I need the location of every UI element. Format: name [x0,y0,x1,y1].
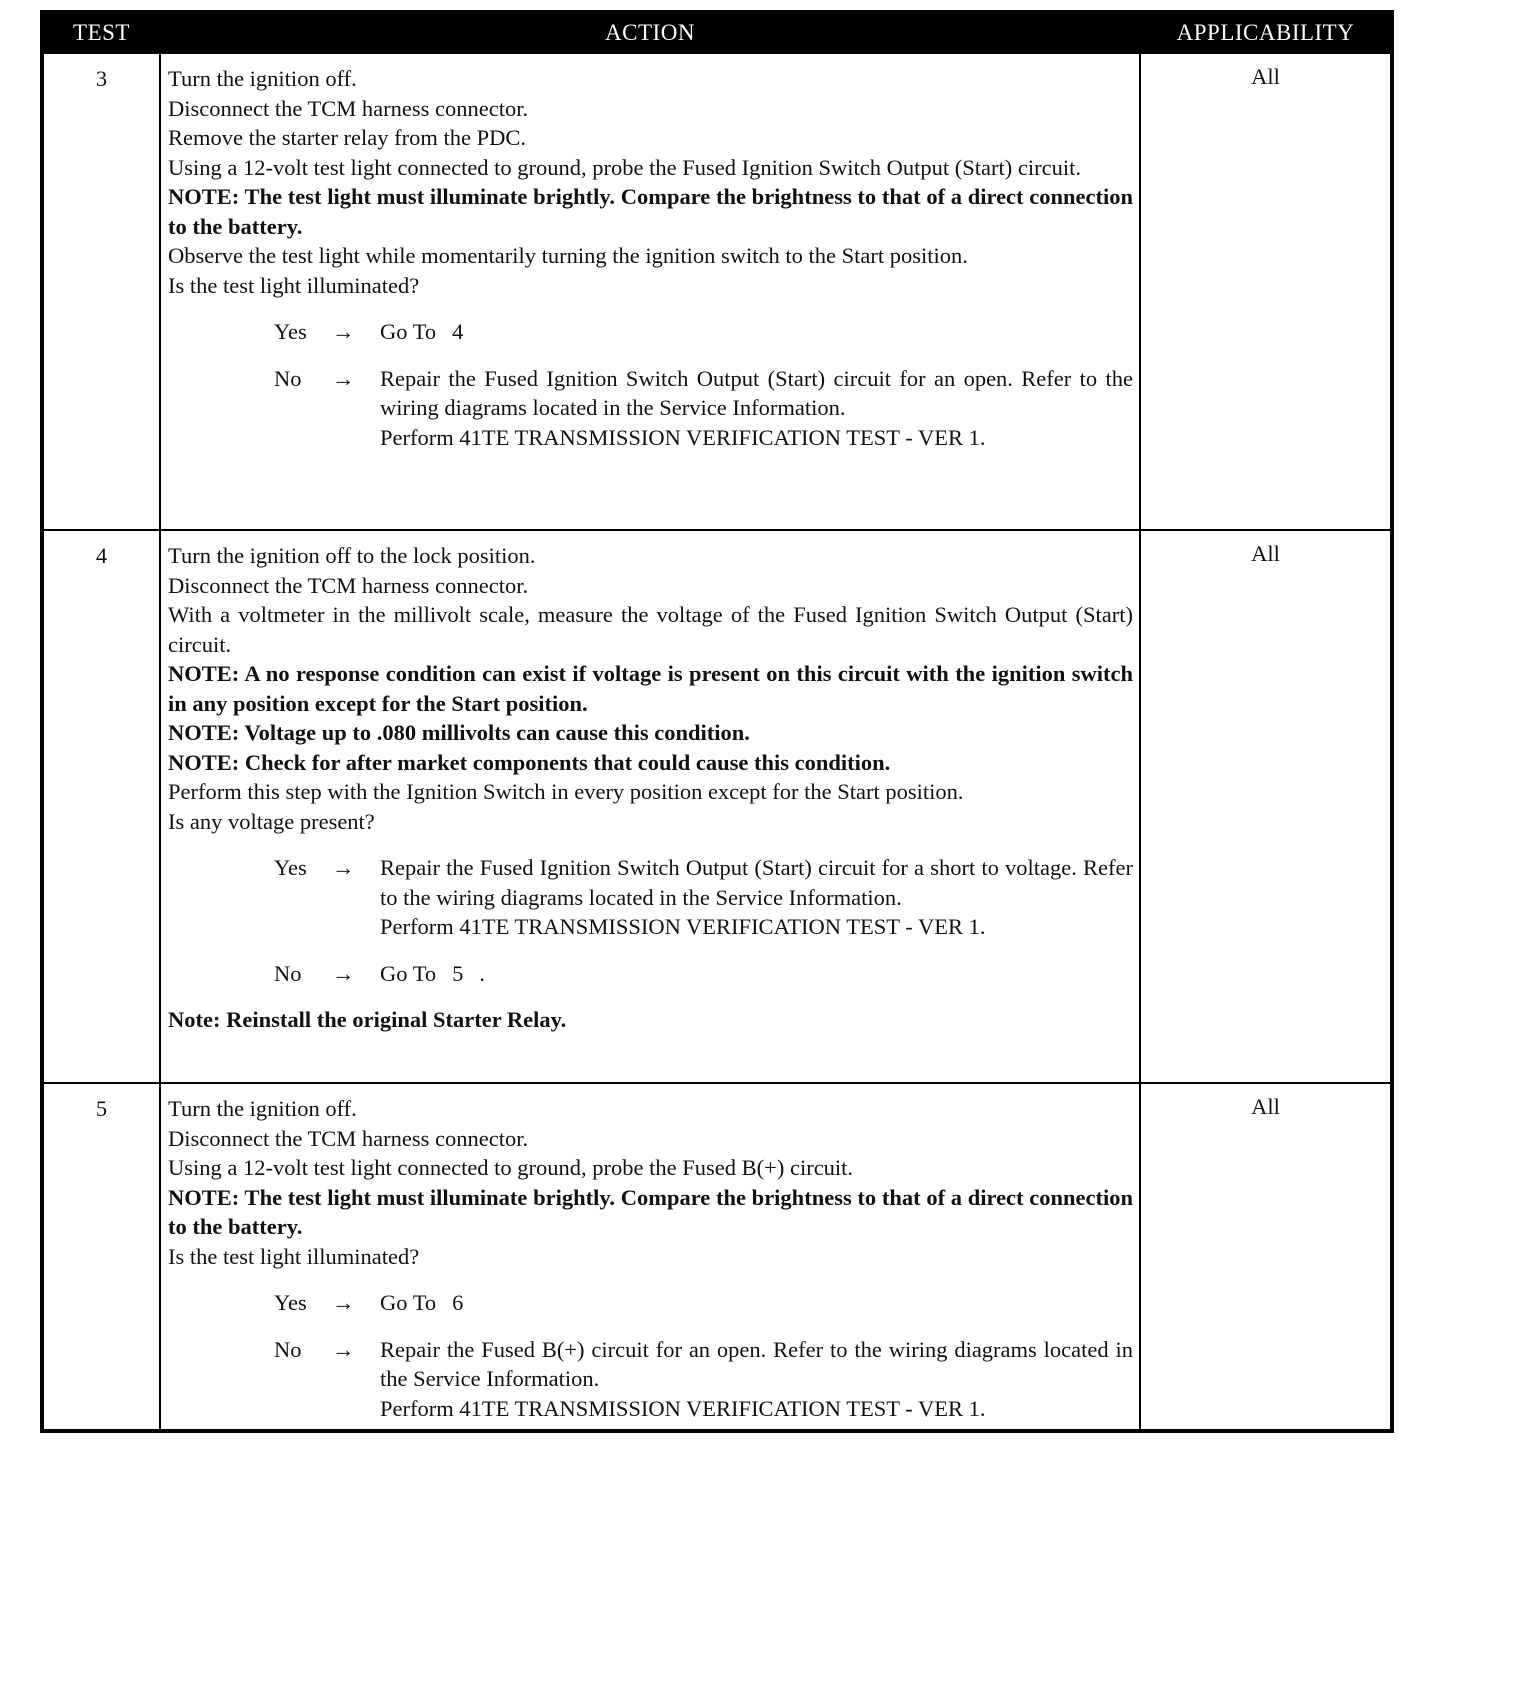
table-header [42,12,1392,53]
yes-label: Yes [274,319,307,344]
action-step: Turn the ignition off to the lock position. [168,543,536,568]
no-label: No [274,960,302,986]
right-arrow-icon: → [332,365,355,391]
verification-test-link[interactable]: Perform 41TE TRANSMISSION VERIFICATION TEST - VER 1. [380,914,986,939]
applicability-value: All [1140,53,1392,530]
branch-result [380,853,1133,942]
right-arrow-icon: → [332,855,355,880]
action-cell [160,53,1140,530]
action-note: NOTE: The test light must illuminate brightly. Compare the brightness to that of a direct connection to the battery. [168,1184,1133,1239]
right-arrow-icon: → [332,319,355,344]
yes-branch [168,317,1133,347]
action-step: Perform this step with the Ignition Switch in every position except for the Start position. [168,779,964,804]
action-cell [160,1083,1140,1431]
action-note: NOTE: Voltage up to .080 millivolts can cause this condition. [168,720,750,745]
no-branch [168,959,1133,989]
reinstall-note: Note: Reinstall the original Starter Relay. [168,1007,567,1032]
no-label: No [274,365,302,391]
action-step: Disconnect the TCM harness connector. [168,572,529,598]
action-step: Using a 12-volt test light connected to ground, probe the Fused B(+) circuit. [168,1155,854,1180]
goto-link[interactable]: 5 [452,960,464,986]
test-row-4 [42,530,1392,1083]
verification-test-link[interactable]: Perform 41TE TRANSMISSION VERIFICATION TEST - VER 1. [380,1395,986,1421]
no-branch [168,1335,1133,1424]
action-step: Turn the ignition off. [168,66,357,91]
test-number: 3 [42,53,160,530]
applicability-value: All [1140,530,1392,1083]
action-question: Is the test light illuminated? [168,272,420,298]
test-number: 4 [42,530,160,1083]
yes-branch [168,853,1133,942]
action-step: With a voltmeter in the millivolt scale, measure the voltage of the Fused Ignition Switch Output (Start) circuit. [168,602,1133,657]
branch-result [380,317,1133,347]
action-question: Is the test light illuminated? [168,1243,420,1269]
header-applicability: APPLICABILITY [1140,12,1392,53]
branch-result [380,1335,1133,1424]
diagnostic-test-table [40,10,1394,1433]
yes-label: Yes [274,1290,307,1315]
right-arrow-icon: → [332,1290,355,1315]
right-arrow-icon: → [332,1336,355,1362]
action-step: Disconnect the TCM harness connector. [168,95,529,121]
right-arrow-icon: → [332,960,355,986]
header-test: TEST [42,12,160,53]
header-row [42,12,1392,53]
action-step: Turn the ignition off. [168,1096,357,1121]
branch-result [380,959,1133,989]
goto-label: Go To [380,319,437,344]
repair-instruction: Repair the Fused B(+) circuit for an open. Refer to the wiring diagrams located in the Service Information. [380,1336,1133,1391]
action-step: Using a 12-volt test light connected to ground, probe the Fused Ignition Switch Output (Start) circuit. [168,154,1081,180]
yes-branch [168,1288,1133,1318]
trailing-mark: . [479,960,486,986]
no-label: No [274,1336,302,1362]
action-note: NOTE: The test light must illuminate brightly. Compare the brightness to that of a direct connection to the battery. [168,184,1133,239]
goto-link[interactable]: 4 [452,319,464,344]
header-action: ACTION [160,12,1140,53]
repair-instruction: Repair the Fused Ignition Switch Output (Start) circuit for a short to voltage. Refer to the wiring diagrams located in the Service Information. [380,855,1133,910]
yes-label: Yes [274,855,307,880]
goto-label: Go To [380,1290,437,1315]
goto-link[interactable]: 6 [452,1290,464,1315]
repair-instruction: Repair the Fused Ignition Switch Output (Start) circuit for an open. Refer to the wiring diagrams located in the Service Information. [380,365,1133,420]
action-note: NOTE: A no response condition can exist if voltage is present on this circuit with the ignition switch in any position except for the Start position. [168,661,1133,716]
verification-test-link[interactable]: Perform 41TE TRANSMISSION VERIFICATION TEST - VER 1. [380,424,986,450]
action-step: Disconnect the TCM harness connector. [168,1125,529,1151]
no-branch [168,364,1133,453]
test-row-5 [42,1083,1392,1431]
goto-label: Go To [380,960,437,986]
test-number: 5 [42,1083,160,1431]
action-question: Is any voltage present? [168,808,375,834]
action-step: Observe the test light while momentarily turning the ignition switch to the Start position. [168,243,968,268]
branch-result [380,1288,1133,1318]
applicability-value: All [1140,1083,1392,1431]
branch-result [380,364,1133,453]
action-cell [160,530,1140,1083]
action-step: Remove the starter relay from the PDC. [168,125,527,150]
action-note: NOTE: Check for after market components that could cause this condition. [168,749,891,775]
test-row-3 [42,53,1392,530]
